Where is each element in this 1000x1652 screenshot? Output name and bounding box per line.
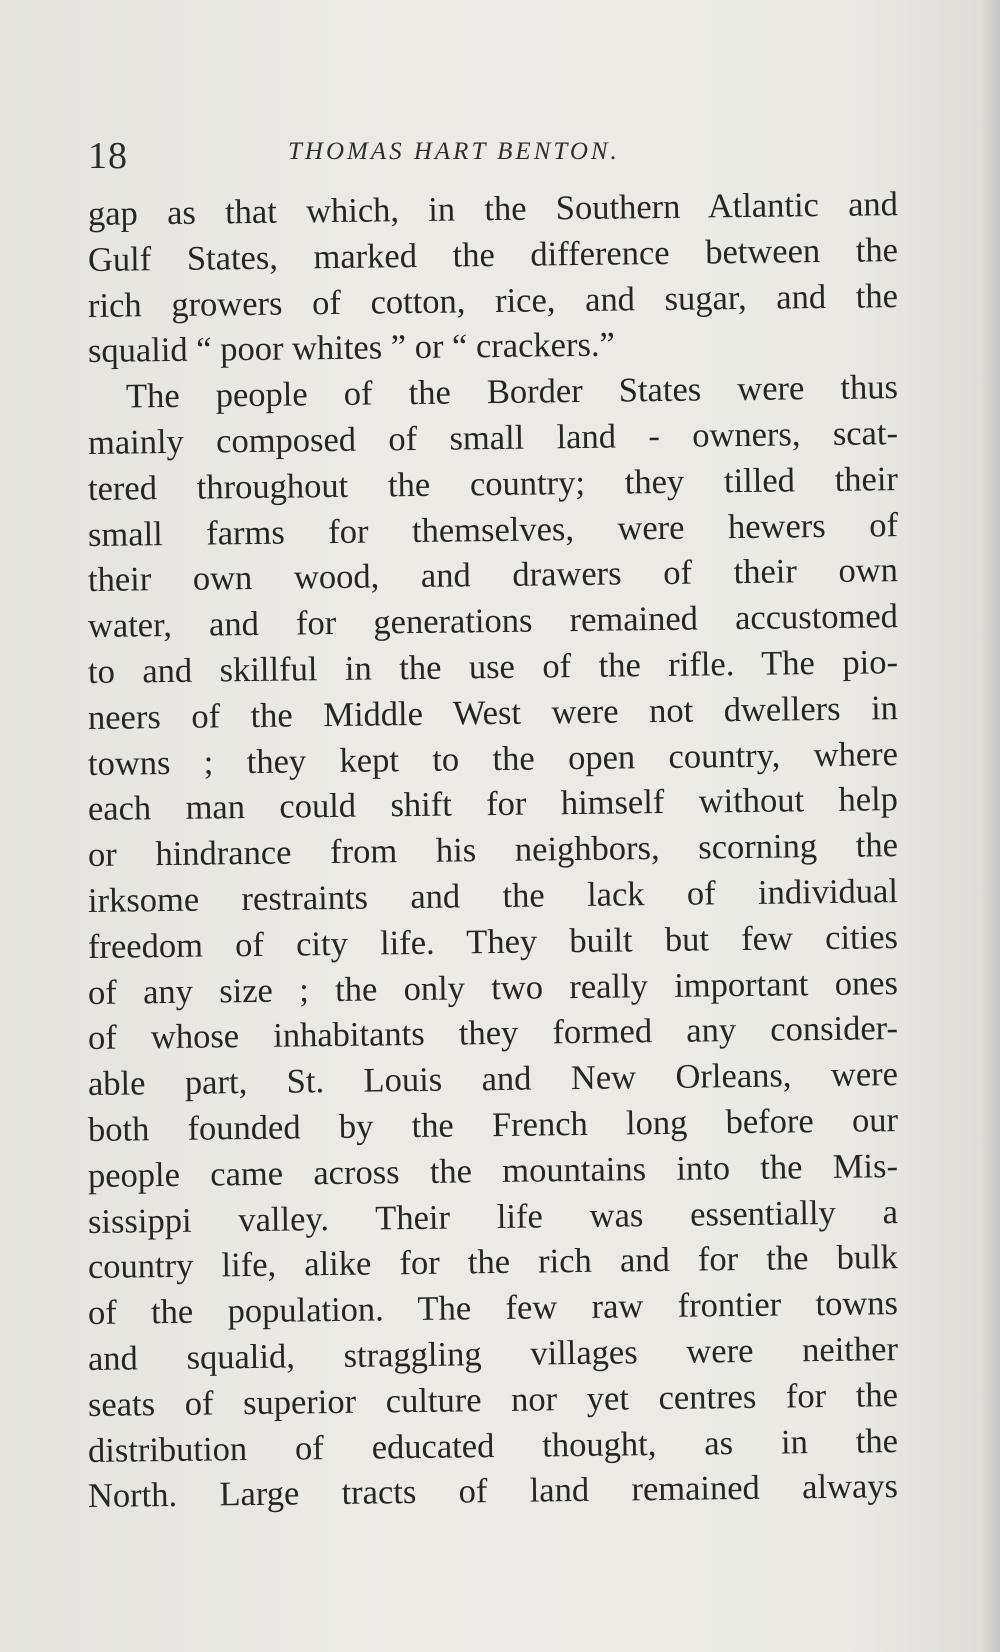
text-line: of any size ; the only two really important ones bbox=[87, 963, 899, 1012]
body-text bbox=[87, 185, 899, 1520]
text-line: North. Large tracts of land remained always bbox=[87, 1467, 899, 1516]
text-line: gap as that which, in the Southern Atlantic and bbox=[87, 185, 899, 233]
text-line: squalid “ poor whites ” or “ crackers.” bbox=[87, 325, 616, 371]
text-line: small farms for themselves, were hewers of bbox=[87, 505, 899, 554]
text-line: irksome restraints and the lack of individual bbox=[87, 872, 899, 920]
text-line: able part, St. Louis and New Orleans, were bbox=[87, 1055, 899, 1104]
text-line: The people of the Border States were thus bbox=[125, 368, 899, 416]
text-line: or hindrance from his neighbors, scorning the bbox=[87, 826, 899, 875]
text-line: of the population. The few raw frontier towns bbox=[87, 1284, 899, 1333]
text-line: both founded by the French long before our bbox=[87, 1101, 899, 1149]
text-line: tered throughout the country; they tilled their bbox=[87, 459, 899, 508]
text-line: Gulf States, marked the difference between the bbox=[87, 230, 899, 279]
text-line: distribution of educated thought, as in the bbox=[87, 1421, 899, 1470]
running-head bbox=[88, 134, 888, 184]
page-edge-shadow bbox=[982, 0, 1000, 1652]
text-line: sissippi valley. Their life was essentially a bbox=[87, 1192, 899, 1241]
running-title: THOMAS HART BENTON. bbox=[288, 138, 620, 165]
text-line: and squalid, straggling villages were neither bbox=[87, 1330, 899, 1378]
text-line: rich growers of cotton, rice, and sugar, and the bbox=[87, 276, 899, 325]
text-line: towns ; they kept to the open country, where bbox=[87, 734, 899, 783]
page-number: 18 bbox=[88, 135, 128, 177]
text-line: neers of the Middle West were not dwellers in bbox=[87, 688, 899, 737]
text-line: freedom of city life. They built but few cities bbox=[87, 917, 899, 966]
text-line: seats of superior culture nor yet centres for the bbox=[87, 1375, 899, 1424]
text-line: water, and for generations remained accustomed bbox=[87, 597, 899, 646]
text-line: each man could shift for himself without help bbox=[87, 780, 899, 829]
text-line: people came across the mountains into the Mis- bbox=[87, 1146, 899, 1195]
text-line: of whose inhabitants they formed any consider- bbox=[87, 1009, 899, 1058]
text-line: their own wood, and drawers of their own bbox=[87, 551, 899, 600]
text-line: to and skillful in the use of the rifle. The pio- bbox=[87, 643, 899, 691]
text-line: country life, alike for the rich and for the bulk bbox=[87, 1238, 899, 1287]
text-line: mainly composed of small land - owners, scat- bbox=[87, 414, 899, 462]
